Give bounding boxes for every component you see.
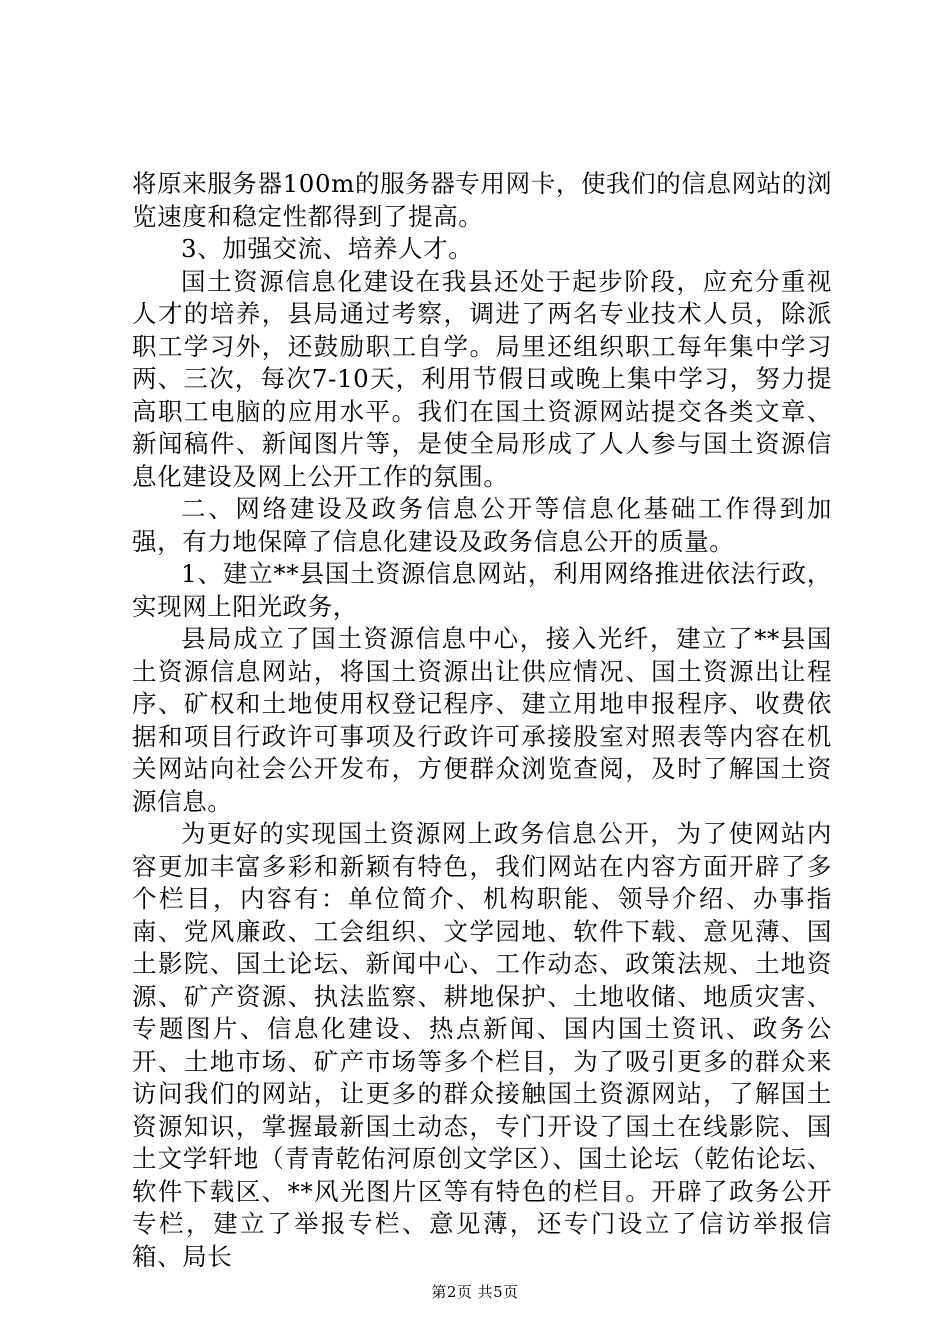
paragraph-4: 二、网络建设及政务信息公开等信息化基础工作得到加强，有力地保障了信息化建设及政务信息公开的质量。 (132, 494, 832, 556)
paragraph-7: 为更好的实现国土资源网上政务信息公开，为了使网站内容更加丰富多彩和新颖有特色，我们网站在内容方面开辟了多个栏目，内容有：单位简介、机构职能、领导介绍、办事指南、党风廉政、工会组织、文学园地、软件下载、意见薄、国土影院、国土论坛、新闻中心、工作动态、政策法规、土地资源、矿产资源、执法监察、耕地保护、土地收储、地质灾害、专题图片、信息化建设、热点新闻、国内国土资讯、政务公开、土地市场、矿产市场等多个栏目，为了吸引更多的群众来访问我们的网站，让更多的群众接触国土资源网站，了解国土资源知识，掌握最新国土动态，专门开设了国土在线影院、国土文学轩地（青青乾佑河原创文学区）、国土论坛（乾佑论坛、软件下载区、**风光图片区等有特色的栏目。开辟了政务公开专栏，建立了举报专栏、意见薄，还专门设立了信访举报信箱、局长 (132, 819, 832, 1271)
page-footer: 第2页 共5页 (431, 1283, 519, 1301)
paragraph-2: 3、加强交流、培养人才。 (181, 234, 474, 263)
document-body (132, 168, 832, 1273)
paragraph-3: 国土资源信息化建设在我县还处于起步阶段，应充分重视人才的培养，县局通过考察，调进了两名专业技术人员，除派职工学习外，还鼓励职工自学。局里还组织职工每年集中学习两、三次，每次7-10天，利用节假日或晚上集中学习，努力提高职工电脑的应用水平。我们在国土资源网站提交各类文章、新闻稿件、新闻图片等，是使全局形成了人人参与国土资源信息化建设及网上公开工作的氛围。 (132, 266, 832, 491)
paragraph-5: 1、建立**县国土资源信息网站，利用网络推进依法行政，实现网上阳光政务， (132, 559, 832, 621)
paragraph-1: 将原来服务器100m的服务器专用网卡，使我们的信息网站的浏览速度和稳定性都得到了提高。 (132, 169, 832, 231)
paragraph-6: 县局成立了国土资源信息中心，接入光纤，建立了**县国土资源信息网站，将国土资源出让供应情况、国土资源出让程序、矿权和土地使用权登记程序、建立用地申报程序、收费依据和项目行政许可事项及行政许可承接股室对照表等内容在机关网站向社会公开发布，方便群众浏览查阅，及时了解国土资源信息。 (132, 624, 832, 816)
